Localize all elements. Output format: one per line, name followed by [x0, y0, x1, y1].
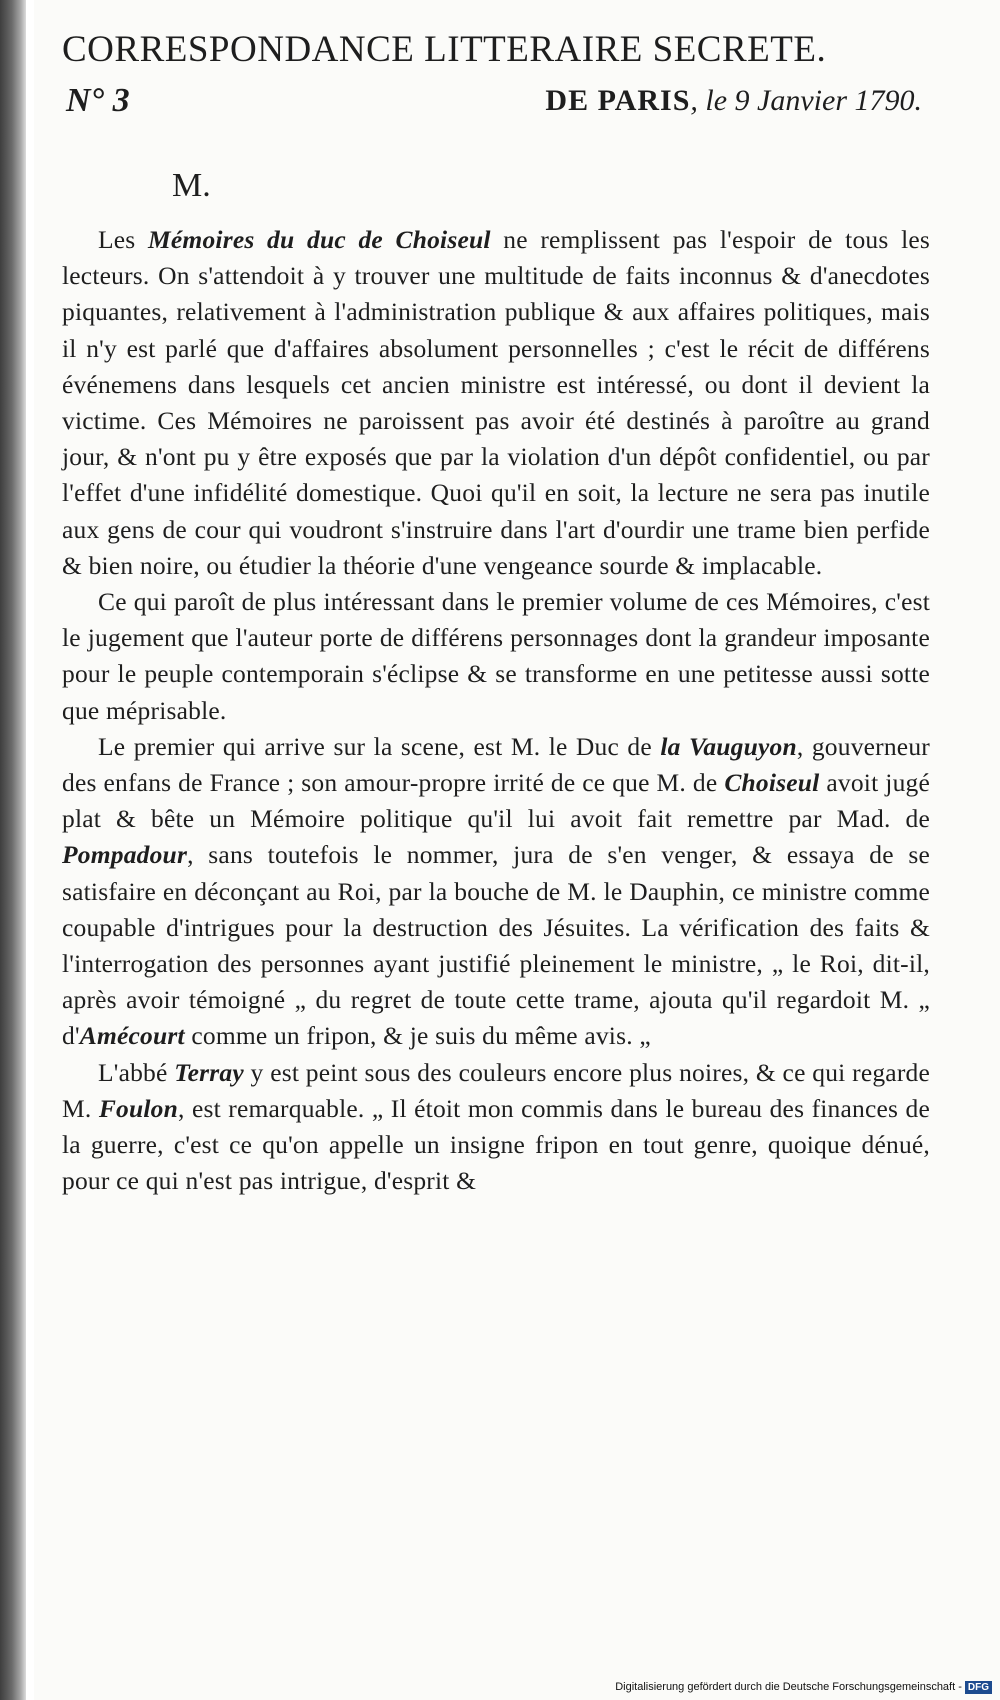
scan-edge [0, 0, 26, 1700]
italic-name: Mémoires du duc de Choiseul [148, 225, 491, 254]
text-run: comme un fripon, & je suis du même avis. „ [184, 1021, 651, 1051]
paragraph [62, 1055, 930, 1200]
document-title: CORRESPONDANCE LITTERAIRE SECRETE. [62, 29, 827, 70]
document-page [34, 0, 1000, 1700]
body-text [62, 222, 930, 1199]
paragraph [62, 222, 930, 584]
italic-name: Choiseul [724, 768, 820, 798]
text-run: ne remplissent pas l'espoir de tous les lecteurs. On s'attendoit à y trouver une multitude de faits inconnus & d'anecdotes piquantes, relativement à l'administration publique & aux affaires politiques, mais il n'y est parlé que d'affaires absolument personnelles ; c'est le récit de différens événemens dans lesquels cet ancien ministre est intéressé, ou dont il devient la victime. Ces Mémoires ne paroissent pas avoir été destinés à paroître au grand jour, & n'ont pu y être exposés que par la violation d'un dépôt confidentiel, ou par l'effet d'une infidélité domestique. Quoi qu'il en soit, la lecture ne sera pas inutile aux gens de cour qui voudront s'instruire dans l'art d'ourdir une trame bien perfide & bien noire, ou étudier la théorie d'une vengeance sourde & implacable. [62, 225, 930, 580]
paragraph [62, 584, 930, 729]
text-run: Le premier qui arrive sur la scene, est M. le Duc de [98, 731, 661, 761]
text-run: , sans toutefois le nommer, jura de s'en venger, & essaya de se satisfaire en déconçant au Roi, par la bouche de M. le Dauphin, ce ministre comme coupable d'intrigues pour la destruction des Jésuites. La vérification des faits & l'interrogation des personnes ayant justifié pleinement le ministre, „ le Roi, dit-il, après avoir témoigné „ du regret de toute cette trame, ajouta qu'il regardoit M. „ d' [62, 840, 930, 1051]
document-sheet [62, 22, 982, 1199]
italic-name: Terray [174, 1057, 244, 1087]
dfg-logo: DFG [965, 1681, 992, 1694]
text-run: , est remarquable. „ Il étoit mon commis dans le bureau des finances de la guerre, c'est ce qu'on appelle un insigne fripon en tout genre, quoique dénué, pour ce qui n'est pas intrigue, d'esprit & [62, 1093, 930, 1196]
dateline [545, 84, 922, 118]
italic-name: la Vauguyon [660, 731, 797, 761]
italic-name: Foulon [98, 1093, 179, 1123]
digitization-credit [615, 1681, 992, 1694]
text-run: Ce qui paroît de plus intéressant dans le premier volume de ces Mémoires, c'est le jugement que l'auteur porte de différens personnages dont la grandeur imposante pour le peuple contemporain s'éclipse & se transforme en une petitesse aussi sotte que méprisable. [62, 587, 930, 725]
salutation: M. [172, 167, 211, 204]
text-run: Les [98, 225, 149, 254]
text-run: L'abbé [98, 1057, 175, 1087]
issue-number: N° 3 [66, 82, 130, 119]
issue-line [62, 82, 982, 138]
italic-name: Amécourt [79, 1021, 185, 1051]
dateline-place: DE PARIS [545, 84, 691, 117]
dateline-date: , le 9 Janvier 1790. [690, 84, 922, 117]
italic-name: Pompadour [62, 840, 188, 870]
text-run: , gouverneur des enfans de France ; son amour-propre irrité de ce que M. de [62, 731, 930, 798]
credit-text: Digitalisierung gefördert durch die Deutsche Forschungsgemeinschaft - [615, 1681, 962, 1693]
paragraph [62, 729, 930, 1055]
text-run: avoit jugé plat & bête un Mémoire politique qu'il lui avoit fait remettre par Mad. de [62, 768, 930, 834]
text-run: y est peint sous des couleurs encore plus noires, & ce qui regarde M. [62, 1057, 930, 1123]
